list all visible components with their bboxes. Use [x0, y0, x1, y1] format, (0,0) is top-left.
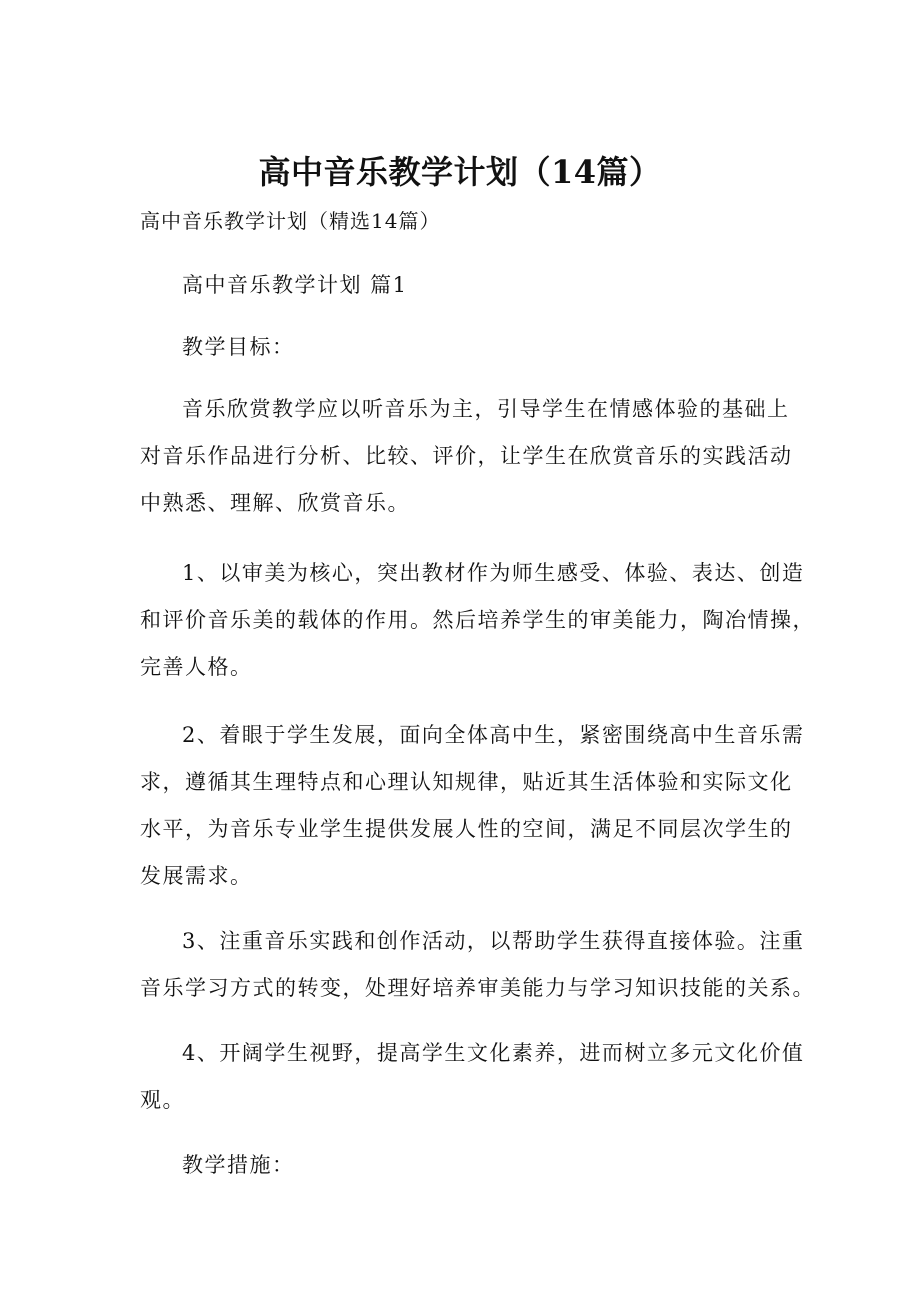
- point-1-paragraph: [140, 550, 815, 691]
- section-heading: [140, 262, 790, 309]
- point-4-paragraph: [140, 1030, 805, 1124]
- paragraph-line: 求，遵循其生理特点和心理认知规律，贴近其生活体验和实际文化: [140, 770, 793, 794]
- paragraph-line: 中熟悉、理解、欣赏音乐。: [140, 491, 410, 515]
- paragraph-line: 发展需求。: [140, 864, 253, 888]
- objectives-heading: [140, 324, 790, 371]
- paragraph-line: 4、开阔学生视野，提高学生文化素养，进而树立多元文化价值: [182, 1041, 805, 1065]
- paragraph-line: 2、着眼于学生发展，面向全体高中生，紧密围绕高中生音乐需: [182, 723, 805, 747]
- paragraph-line: 完善人格。: [140, 655, 253, 679]
- intro-paragraph: [140, 386, 793, 527]
- measures-label: 教学措施：: [182, 1153, 295, 1177]
- measures-heading: [140, 1142, 790, 1189]
- point-3-paragraph: [140, 918, 815, 1012]
- paragraph-line: 1、以审美为核心，突出教材作为师生感受、体验、表达、创造: [182, 561, 805, 585]
- point-2-paragraph: [140, 712, 805, 900]
- paragraph-line: 音乐欣赏教学应以听音乐为主，引导学生在情感体验的基础上: [182, 397, 790, 421]
- document-title: 高中音乐教学计划（14篇）: [258, 153, 662, 191]
- paragraph-line: 水平，为音乐专业学生提供发展人性的空间，满足不同层次学生的: [140, 817, 793, 841]
- paragraph-line: 3、注重音乐实践和创作活动，以帮助学生获得直接体验。注重: [182, 929, 805, 953]
- paragraph-line: 对音乐作品进行分析、比较、评价，让学生在欣赏音乐的实践活动: [140, 444, 793, 468]
- section-heading-text: 高中音乐教学计划 篇1: [182, 273, 408, 297]
- paragraph-line: 和评价音乐美的载体的作用。然后培养学生的审美能力，陶冶情操，: [140, 608, 815, 632]
- document-subtitle: 高中音乐教学计划（精选14篇）: [140, 209, 441, 233]
- paragraph-line: 音乐学习方式的转变，处理好培养审美能力与学习知识技能的关系。: [140, 976, 815, 1000]
- objectives-label: 教学目标：: [182, 335, 295, 359]
- paragraph-line: 观。: [140, 1088, 185, 1112]
